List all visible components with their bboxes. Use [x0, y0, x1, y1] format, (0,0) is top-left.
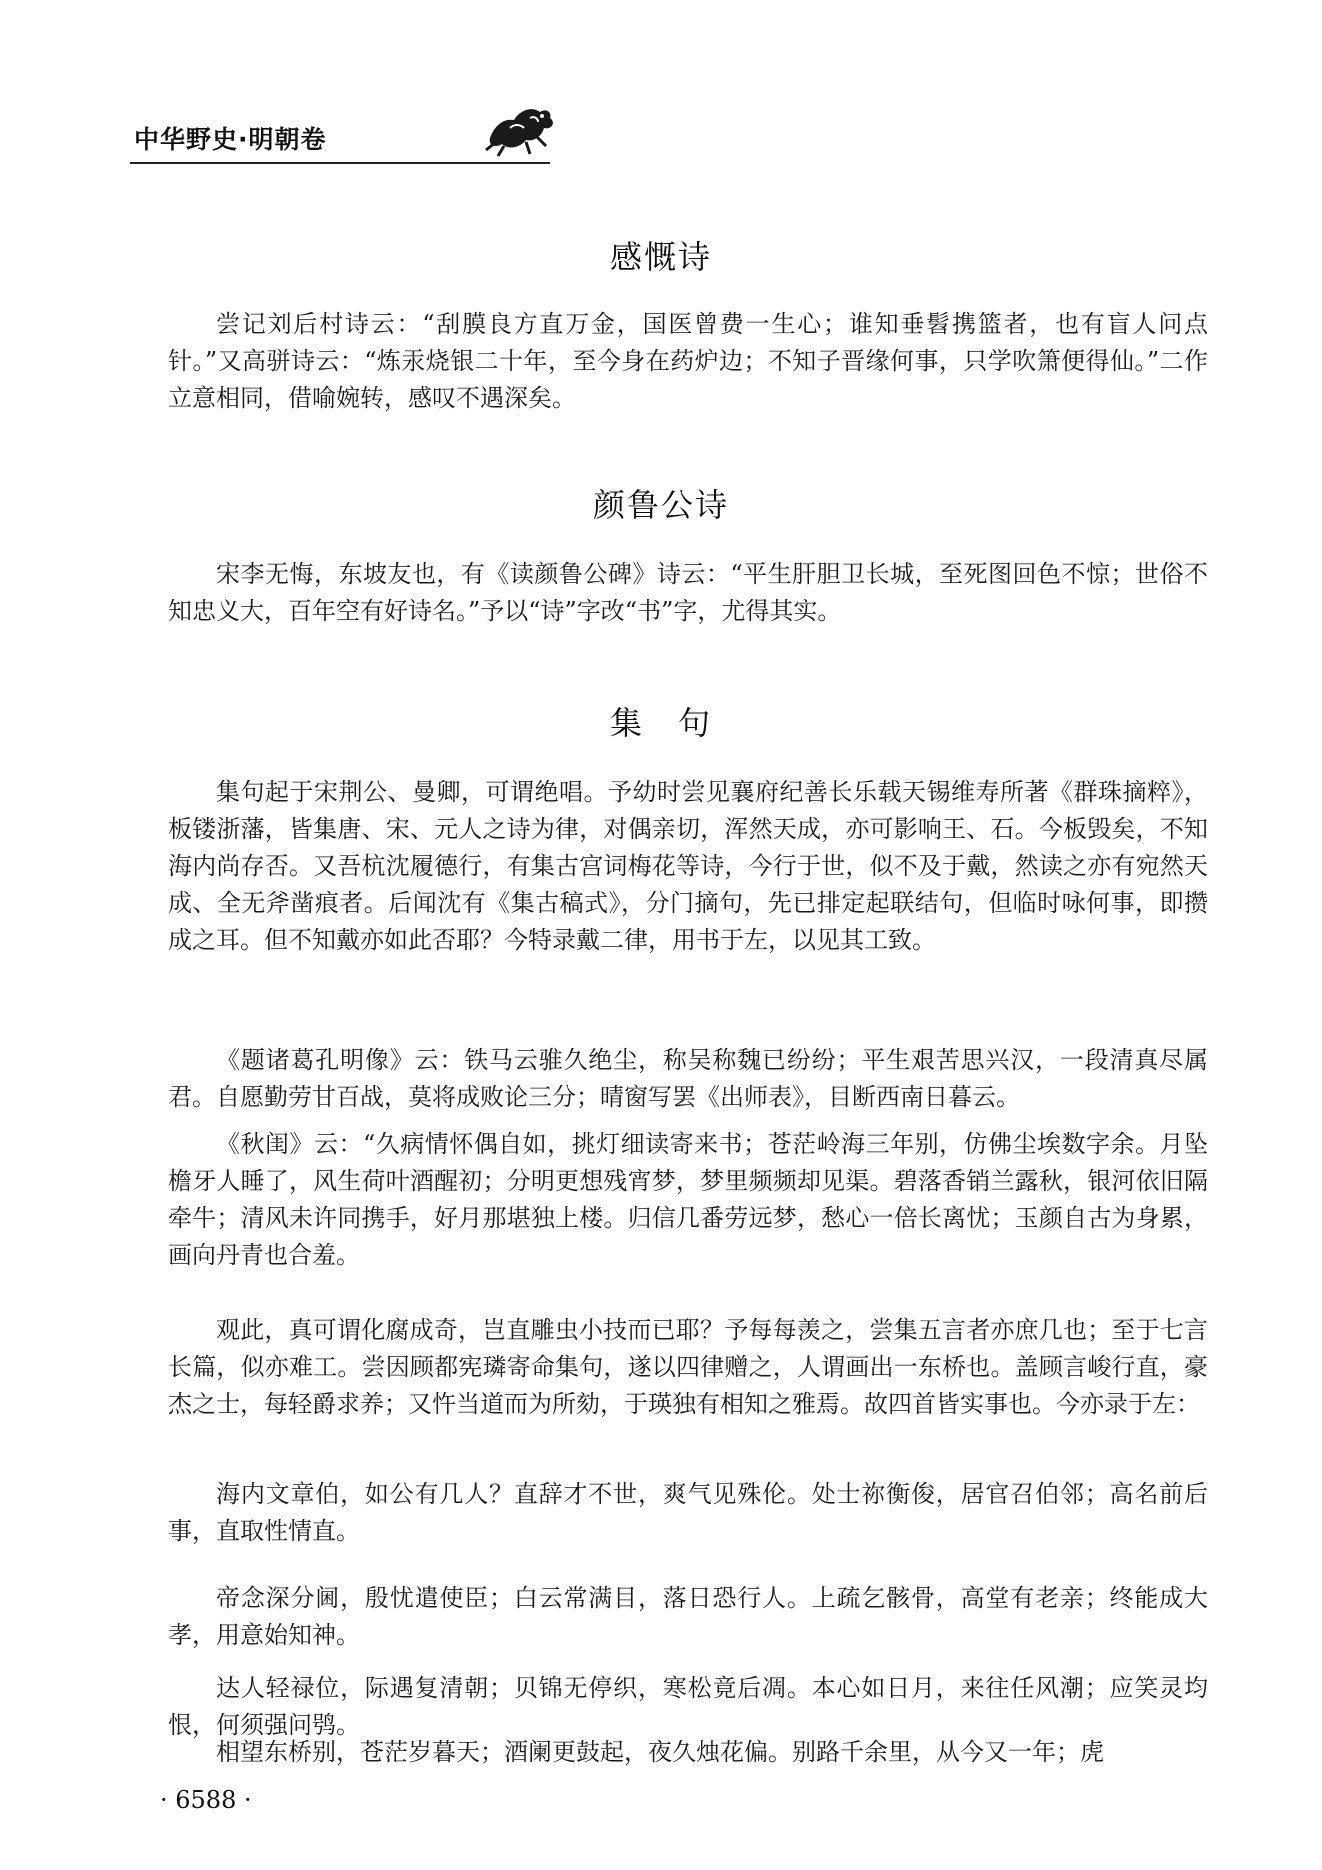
running-header: [130, 100, 550, 170]
section-paragraph: 观此，真可谓化腐成奇，岂直雕虫小技而已耶？予每每羡之，尝集五言者亦庶几也；至于七言长篇，似亦难工。尝因顾都宪璘寄命集句，遂以四律赠之，人谓画出一东桥也。盖顾言峻行直，豪杰之士，每轻爵求养；又忤当道而为所劾，于瑛独有相知之雅焉。故四首皆实事也。今亦录于左：: [168, 1316, 1208, 1418]
section-paragraph: 《秋闺》云：“久病情怀偶自如，挑灯细读寄来书；苍茫岭海三年别，仿佛尘埃数字余。月坠檐牙人睡了，风生荷叶酒醒初；分明更想残宵梦，梦里频频却见渠。碧落香销兰露秋，银河依旧隔牵牛；清风未许同携手，好月那堪独上楼。归信几番劳远梦，愁心一倍长离忧；玉颜自古为身累，画向丹青也合羞。: [168, 1130, 1208, 1269]
header-rule: [130, 162, 550, 164]
section-paragraph: 尝记刘后村诗云：“刮膜良方直万金，国医曾费一生心；谁知垂髫携篮者，也有盲人问点针。”又高骈诗云：“炼汞烧银二十年，至今身在药炉边；不知子晋缘何事，只学吹箫便得仙。”二作立意相同，借喻婉转，感叹不遇深矣。: [168, 310, 1208, 412]
book-title: 中华野史·明朝卷: [134, 125, 327, 154]
section-paragraph: 《题诸葛孔明像》云：铁马云骓久绝尘，称吴称魏已纷纷；平生艰苦思兴汉，一段清真尽属君。自愿勤劳甘百战，莫将成败论三分；晴窗写罢《出师表》，目断西南日暮云。: [168, 1046, 1208, 1111]
poem-paragraph: 达人轻禄位，际遇复清朝；贝锦无停织，寒松竟后凋。本心如日月，来往任风潮；应笑灵均恨，何须强问鸮。: [168, 1674, 1208, 1739]
poem-paragraph: 相望东桥别，苍茫岁暮天；酒阑更鼓起，夜久烛花偏。别路千余里，从今又一年；虎: [216, 1738, 1104, 1766]
page-number: · 6588 ·: [160, 1786, 252, 1814]
poem-paragraph: 帝念深分阃，殷忧遣使臣；白云常满目，落日恐行人。上疏乞骸骨，高堂有老亲；终能成大孝，用意始知神。: [168, 1584, 1208, 1649]
section-title-jiju: 集 句: [609, 704, 712, 742]
section-paragraph: 集句起于宋荆公、曼卿，可谓绝唱。予幼时尝见襄府纪善长乐载天锡维寿所著《群珠摘粹》，板镂浙藩，皆集唐、宋、元人之诗为律，对偶亲切，浑然天成，亦可影响王、石。今板毁矣，不知海内尚存否。又吾杭沈履德行，有集古宫词梅花等诗，今行于世，似不及于戴，然读之亦有宛然天成、全无斧凿痕者。后闻沈有《集古稿式》，分门摘句，先已排定起联结句，但临时咏何事，即攒成之耳。但不知戴亦如此否耶？今特录戴二律，用书于左，以见其工致。: [168, 778, 1208, 954]
poem-paragraph: 海内文章伯，如公有几人？直辞才不世，爽气见殊伦。处士祢衡俊，居官召伯邻；高名前后事，直取性情直。: [168, 1480, 1208, 1545]
section-title-ganggaishi: 感慨诗: [609, 238, 712, 276]
dragon-emblem-icon: [480, 98, 560, 158]
section-title-yanlugongshi: 颜鲁公诗: [592, 486, 729, 524]
section-paragraph: 宋李无悔，东坡友也，有《读颜鲁公碑》诗云：“平生肝胆卫长城，至死图回色不惊；世俗不知忠义大，百年空有好诗名。”予以“诗”字改“书”字，尤得其实。: [168, 560, 1208, 625]
